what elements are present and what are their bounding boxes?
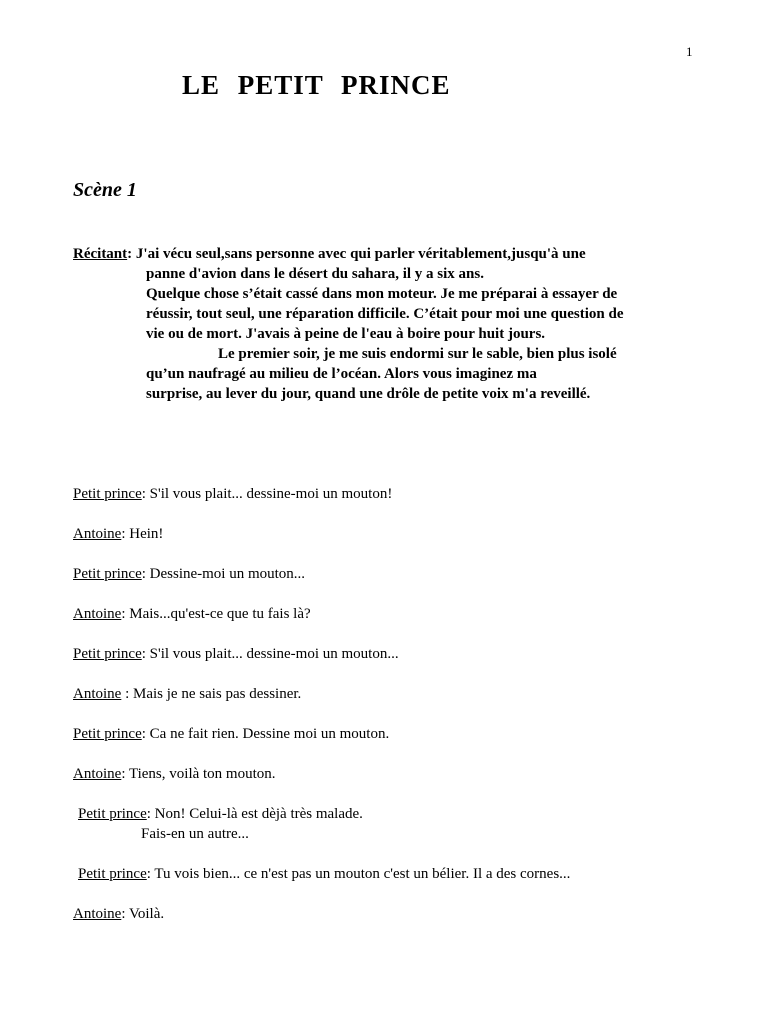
speaker-name: Petit prince bbox=[78, 866, 147, 882]
speaker-name: Petit prince bbox=[73, 486, 142, 502]
dialogue-line bbox=[73, 604, 311, 624]
recitant-line: Quelque chose s’était cassé dans mon moteur. Je me préparai à essayer de bbox=[146, 286, 618, 302]
speaker-name: Récitant bbox=[73, 246, 128, 262]
dialogue-text: : Hein! bbox=[121, 526, 164, 542]
speaker-name: Antoine bbox=[73, 766, 122, 782]
scene-heading: Scène 1 bbox=[73, 179, 137, 201]
dialogue-line bbox=[73, 484, 392, 504]
speaker-name: Petit prince bbox=[78, 806, 147, 822]
recitant-line: vie ou de mort. J'avais à peine de l'eau à boire pour huit jours. bbox=[146, 326, 546, 342]
dialogue-line bbox=[78, 804, 363, 824]
dialogue-text: : S'il vous plait... dessine-moi un mouton! bbox=[141, 486, 393, 502]
dialogue-text: : Mais je ne sais pas dessiner. bbox=[121, 686, 302, 702]
dialogue-text: : Voilà. bbox=[121, 906, 165, 922]
dialogue-text: : Tiens, voilà ton mouton. bbox=[121, 766, 276, 782]
recitant-line: qu’un naufragé au milieu de l’océan. Alors vous imaginez ma bbox=[146, 366, 537, 382]
dialogue-text: : Dessine-moi un mouton... bbox=[141, 566, 306, 582]
dialogue-line bbox=[73, 524, 163, 544]
play-title: LE PETIT PRINCE bbox=[182, 70, 451, 100]
dialogue-text: : Ca ne fait rien. Dessine moi un mouton. bbox=[141, 726, 390, 742]
dialogue-text: : Mais...qu'est-ce que tu fais là? bbox=[121, 606, 311, 622]
recitant-line: Le premier soir, je me suis endormi sur le sable, bien plus isolé bbox=[218, 346, 617, 362]
speaker-name: Antoine bbox=[73, 906, 122, 922]
speaker-name: Petit prince bbox=[73, 646, 142, 662]
dialogue-line bbox=[73, 904, 164, 924]
speaker-name: Antoine bbox=[73, 526, 122, 542]
recitant-line: panne d'avion dans le désert du sahara, il y a six ans. bbox=[146, 266, 484, 282]
speaker-name: Petit prince bbox=[73, 726, 142, 742]
dialogue-continuation: Fais-en un autre... bbox=[141, 826, 249, 842]
dialogue-text: : S'il vous plait... dessine-moi un mouton... bbox=[141, 646, 399, 662]
recitant-text: : J'ai vécu seul,sans personne avec qui parler véritablement,jusqu'à une bbox=[127, 246, 586, 262]
speaker-name: Petit prince bbox=[73, 566, 142, 582]
recitant-line: réussir, tout seul, une réparation difficile. C’était pour moi une question de bbox=[146, 306, 624, 322]
dialogue-text: : Non! Celui-là est dèjà très malade. bbox=[146, 806, 363, 822]
dialogue-line bbox=[73, 564, 305, 584]
dialogue-text: : Tu vois bien... ce n'est pas un mouton c'est un bélier. Il a des cornes... bbox=[146, 866, 571, 882]
dialogue-line bbox=[73, 764, 276, 784]
dialogue-line bbox=[73, 644, 399, 664]
dialogue-line bbox=[78, 864, 570, 884]
recitant-line bbox=[73, 244, 586, 264]
dialogue-line bbox=[73, 684, 301, 704]
speaker-name: Antoine bbox=[73, 686, 122, 702]
recitant-line: surprise, au lever du jour, quand une drôle de petite voix m'a reveillé. bbox=[146, 386, 591, 402]
speaker-name: Antoine bbox=[73, 606, 122, 622]
dialogue-line bbox=[73, 724, 389, 744]
page-number: 1 bbox=[686, 44, 693, 59]
